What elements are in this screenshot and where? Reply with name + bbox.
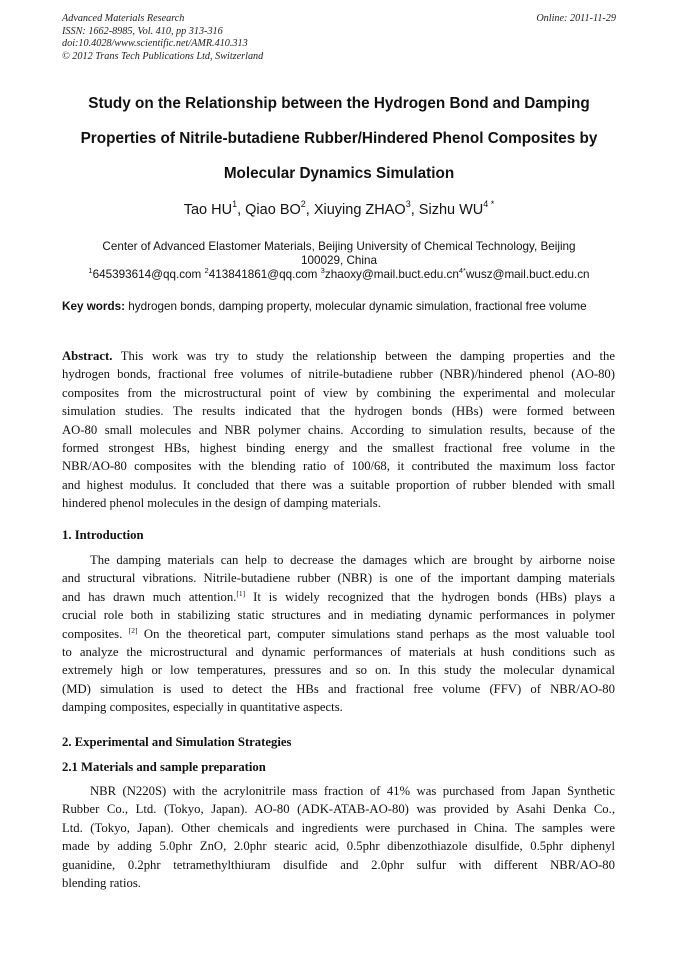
doi-line: doi:10.4028/www.scientific.net/AMR.410.313 <box>62 38 248 49</box>
body-line <box>62 588 615 606</box>
abstract-line: hindered phenol molecules in the design of damping materials. <box>62 496 381 511</box>
email-link[interactable]: 645393614@qq.com <box>92 268 205 281</box>
author-separator: , <box>237 202 246 218</box>
body-line: Rubber Co., Ltd. (Tokyo, Japan). AO-80 (ADK-ATAB-AO-80) was provided by Asahi Denka Co., <box>62 802 615 817</box>
affiliation-line: Center of Advanced Elastomer Materials, Beijing University of Chemical Technology, Beijing <box>102 240 576 253</box>
author-sup: 2 <box>300 199 306 209</box>
citation-ref[interactable]: [2] <box>128 625 138 635</box>
body-text: composites. <box>62 626 129 641</box>
author-name: Xiuying ZHAO <box>313 202 406 218</box>
author-name: Sizhu WU <box>418 202 484 218</box>
author-sup: 3 <box>405 199 411 209</box>
copyright-line: © 2012 Trans Tech Publications Ltd, Switzerland <box>62 50 264 62</box>
abstract-label: Abstract. <box>62 349 113 363</box>
email-sup: 1 <box>88 266 93 275</box>
abstract-line: AO-80 small molecules and NBR polymer chains. According to simulation results, because of the <box>62 422 615 437</box>
abstract <box>62 347 615 513</box>
title-line: Properties of Nitrile-butadiene Rubber/Hindered Phenol Composites by <box>80 130 598 147</box>
body-line: Ltd. (Tokyo, Japan). Other chemicals and ingredients were purchased in China. The samples were <box>62 820 615 835</box>
paper-title <box>40 86 638 191</box>
title-line: Molecular Dynamics Simulation <box>223 165 455 182</box>
abstract-line: hydrogen bonds, fractional free volumes of nitrile-butadiene rubber (NBR)/hindered phenol (AO-80) <box>62 367 615 382</box>
intro-paragraph <box>62 551 615 717</box>
body-line: blending ratios. <box>62 875 141 890</box>
body-line: guanidine, 0.2phr tetramethylthiuram disulfide and 2.0phr sulfur with different NBR/AO-80 <box>62 857 615 872</box>
abstract-line: composites from the microstructural point of view by combining the experimental and molecular <box>62 385 615 400</box>
author-name: Qiao BO <box>245 202 301 218</box>
title-line: Study on the Relationship between the Hydrogen Bond and Damping <box>88 95 590 112</box>
body-text: On the theoretical part, computer simulations stand perhaps as the most valuable tool <box>137 626 615 641</box>
body-line: damping composites, especially in quantitative aspects. <box>62 700 343 715</box>
body-line: crucial role both in stabilizing static structures and in mediating dynamic performances in polymer <box>62 608 615 623</box>
issn-line: ISSN: 1662-8985, Vol. 410, pp 313-316 <box>62 25 223 37</box>
abstract-line <box>62 347 615 365</box>
body-line: NBR (N220S) with the acrylonitrile mass fraction of 41% was purchased from Japan Synthetic <box>90 784 615 798</box>
email-link[interactable]: 413841861@qq.com <box>208 268 321 281</box>
email-line <box>50 268 628 282</box>
email-link[interactable]: wusz@mail.buct.edu.cn <box>465 268 590 281</box>
abstract-text: This work was try to study the relationship between the damping properties and the <box>112 349 615 363</box>
email-sup: 4* <box>458 266 466 275</box>
journal-name: Advanced Materials Research <box>62 13 185 24</box>
author-name: Tao HU <box>183 202 233 218</box>
email-sup: 3 <box>320 266 325 275</box>
affiliation-line: 100029, China <box>300 254 378 267</box>
author-list <box>40 200 638 220</box>
body-line: and structural vibrations. Nitrile-butadiene rubber (NBR) is one of the important damping materials <box>62 571 615 586</box>
author-separator: , <box>305 202 314 218</box>
author-sup: 4 * <box>483 199 495 209</box>
section-heading: 1. Introduction <box>62 528 144 542</box>
body-line: The damping materials can help to decrease the damages which are brought by airborne noise <box>90 553 615 567</box>
body-line: extremely high or low temperatures, pressures and so on. In this study the molecular dynamical <box>62 663 615 678</box>
body-line: (MD) simulation is used to detect the HBs and fractional free volume (FFV) of NBR/AO-80 <box>62 681 615 696</box>
author-separator: , <box>410 202 419 218</box>
author-sup: 1 <box>232 199 238 209</box>
affiliation-block <box>50 240 628 282</box>
materials-paragraph <box>62 782 615 892</box>
online-date: Online: 2011-11-29 <box>536 13 616 24</box>
email-link[interactable]: zhaoxy@mail.buct.edu.cn <box>324 268 459 281</box>
abstract-line: formed strongest HBs, highest binding energy and the smallest fractional free volume in the <box>62 440 615 455</box>
body-text: and has drawn much attention. <box>62 589 237 604</box>
section-heading: 2. Experimental and Simulation Strategies <box>62 735 292 749</box>
body-text: It is widely recognized that the hydrogen bonds (HBs) plays a <box>245 589 615 604</box>
body-line <box>62 625 615 643</box>
keywords-label: Key words: <box>62 300 125 313</box>
abstract-line: simulation studies. The results indicated that the hydrogen bonds (HBs) were formed between <box>62 404 615 419</box>
keywords-text: hydrogen bonds, damping property, molecular dynamic simulation, fractional free volume <box>125 300 587 313</box>
citation-ref[interactable]: [1] <box>236 588 246 598</box>
abstract-line: and highest modulus. It concluded that there was a suitable proportion of rubber blended with small <box>62 477 615 492</box>
keywords <box>62 298 614 316</box>
body-line: made by adding 5.0phr ZnO, 2.0phr stearic acid, 0.5phr dibenzothiazole disulfide, 0.5phr diphenyl <box>62 839 615 854</box>
email-sup: 2 <box>204 266 209 275</box>
body-line: to analyze the microstructural and dynamic performances of materials at hush conditions such as <box>62 644 615 659</box>
subsection-heading: 2.1 Materials and sample preparation <box>62 760 266 774</box>
journal-header <box>62 13 616 63</box>
abstract-line: NBR/AO-80 composites with the blending ratio of 100/68, it contributed the maximum loss factor <box>62 459 615 474</box>
